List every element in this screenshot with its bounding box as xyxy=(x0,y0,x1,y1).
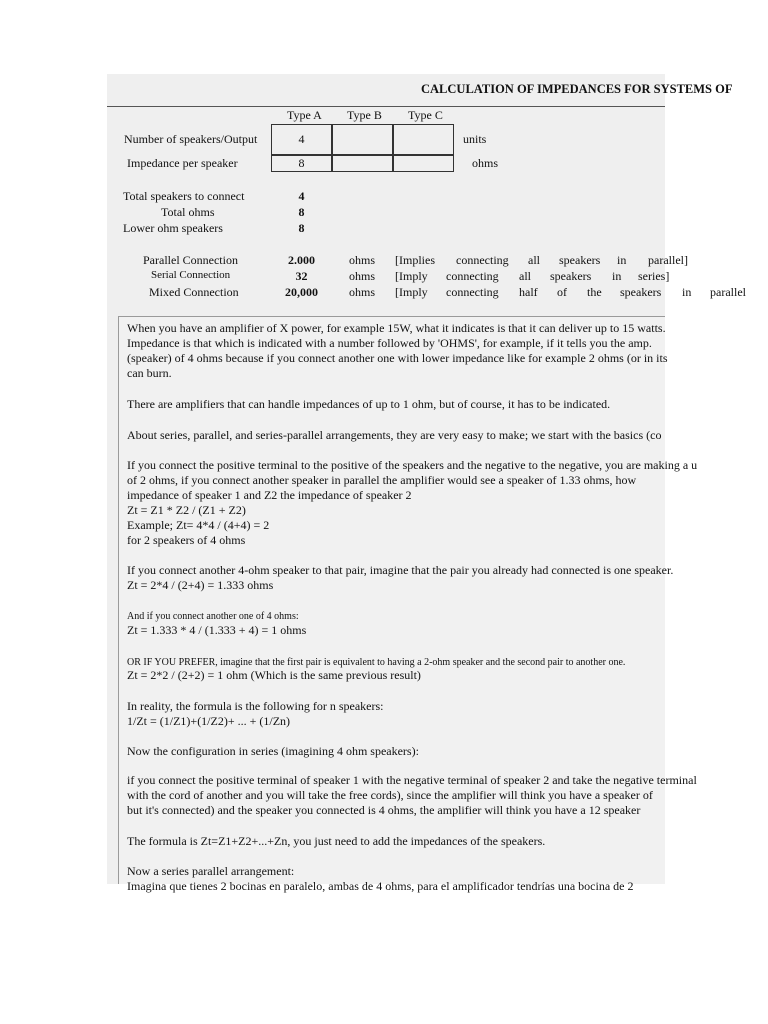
note-line: If you connect another 4-ohm speaker to that pair, imagine that the pair you already had connected is one speaker. xyxy=(127,563,674,577)
parallel-connection-unit: ohms xyxy=(349,253,376,267)
explanation-text-box xyxy=(118,316,698,893)
note-line: Zt = 2*4 / (2+4) = 1.333 ohms xyxy=(127,578,274,592)
parallel-word: [Implies xyxy=(395,253,435,267)
serial-word: [Imply xyxy=(395,269,428,283)
speakers-per-output-label: Number of speakers/Output xyxy=(124,132,258,146)
note-line: (speaker) of 4 ohms because if you connect another one with lower impedance like for example 2 ohms (or in its xyxy=(127,351,668,365)
note-line: Impedance is that which is indicated with a number followed by 'OHMS', for example, if it tells you the amp. xyxy=(127,336,652,350)
note-line: In reality, the formula is the following for n speakers: xyxy=(127,699,384,713)
speakers-type-a-cell[interactable]: 4 xyxy=(271,124,332,155)
impedance-type-c-cell[interactable] xyxy=(393,155,454,172)
note-line: The formula is Zt=Z1+Z2+...+Zn, you just need to add the impedances of the speakers. xyxy=(127,834,546,848)
note-line: Now the configuration in series (imagining 4 ohm speakers): xyxy=(127,744,419,758)
total-ohms-label: Total ohms xyxy=(161,205,215,219)
note-line: If you connect the positive terminal to the positive of the speakers and the negative to the negative, you are making a u xyxy=(127,458,698,472)
total-speakers-label: Total speakers to connect xyxy=(123,189,245,203)
note-line: OR IF YOU PREFER, imagine that the first pair is equivalent to having a 2-ohm speaker and the second pair to another one. xyxy=(127,657,626,668)
serial-connection-label: Serial Connection xyxy=(151,269,231,281)
mixed-connection-unit: ohms xyxy=(349,285,376,299)
impedance-per-speaker-label: Impedance per speaker xyxy=(127,156,238,170)
serial-word: speakers xyxy=(550,269,592,283)
note-line: with the cord of another and you will take the free cords), since the amplifier will think you have a speaker of xyxy=(127,788,653,802)
parallel-word: parallel] xyxy=(648,253,688,267)
lower-ohm-speakers-value: 8 xyxy=(298,221,305,235)
speakers-unit: units xyxy=(463,132,487,146)
note-line: And if you connect another one of 4 ohms: xyxy=(127,611,299,622)
serial-word: in xyxy=(612,269,622,283)
mixed-word: [Imply xyxy=(395,285,428,299)
total-speakers-value: 4 xyxy=(298,189,305,203)
serial-connection-unit: ohms xyxy=(349,269,376,283)
speakers-type-c-cell[interactable] xyxy=(393,124,454,155)
parallel-word: speakers xyxy=(559,253,601,267)
column-header-type-a: Type A xyxy=(287,108,322,122)
parallel-connection-value: 2.000 xyxy=(288,253,315,267)
note-line: There are amplifiers that can handle impedances of up to 1 ohm, but of course, it has to be indicated. xyxy=(127,397,611,411)
mixed-word: connecting xyxy=(446,285,499,299)
note-line: When you have an amplifier of X power, for example 15W, what it indicates is that it can deliver up to 15 watts. xyxy=(127,321,666,335)
note-line: of 2 ohms, if you connect another speaker in parallel the amplifier would see a speaker of 1.33 ohms, how xyxy=(127,473,637,487)
mixed-word: half xyxy=(519,285,538,299)
impedance-type-a-cell[interactable]: 8 xyxy=(271,155,332,172)
note-line: 1/Zt = (1/Z1)+(1/Z2)+ ... + (1/Zn) xyxy=(127,714,291,728)
note-line: if you connect the positive terminal of speaker 1 with the negative terminal of speaker 2 and take the negative terminal xyxy=(127,773,697,787)
note-line: impedance of speaker 1 and Z2 the impedance of speaker 2 xyxy=(127,488,412,502)
serial-word: series] xyxy=(638,269,670,283)
lower-ohm-speakers-label: Lower ohm speakers xyxy=(123,221,223,235)
note-line: can burn. xyxy=(127,366,172,380)
serial-word: connecting xyxy=(446,269,499,283)
parallel-word: all xyxy=(528,253,540,267)
serial-word: all xyxy=(519,269,531,283)
serial-connection-value: 32 xyxy=(295,269,308,283)
parallel-word: in xyxy=(617,253,627,267)
note-line: About series, parallel, and series-parallel arrangements, they are very easy to make; we start with the basics (co xyxy=(127,428,662,442)
note-line: for 2 speakers of 4 ohms xyxy=(127,533,246,547)
note-line: Example; Zt= 4*4 / (4+4) = 2 xyxy=(127,518,270,532)
note-line: but it's connected) and the speaker you connected is 4 ohms, the amplifier will think you have a 12 speaker xyxy=(127,803,641,817)
note-line: Zt = Z1 * Z2 / (Z1 + Z2) xyxy=(127,503,246,517)
mixed-word: the xyxy=(587,285,602,299)
mixed-connection-label: Mixed Connection xyxy=(149,285,239,299)
total-ohms-value: 8 xyxy=(298,205,305,219)
mixed-word: in xyxy=(682,285,692,299)
note-line: Zt = 2*2 / (2+2) = 1 ohm (Which is the same previous result) xyxy=(127,668,421,682)
parallel-word: connecting xyxy=(456,253,509,267)
column-header-type-c: Type C xyxy=(408,108,443,122)
parallel-connection-label: Parallel Connection xyxy=(143,253,238,267)
sheet-title: CALCULATION OF IMPEDANCES FOR SYSTEMS OF xyxy=(421,82,733,96)
note-line: Now a series parallel arrangement: xyxy=(127,864,295,878)
column-header-type-b: Type B xyxy=(347,108,382,122)
mixed-word: parallel xyxy=(710,285,746,299)
speakers-type-b-cell[interactable] xyxy=(332,124,393,155)
mixed-connection-value: 20,000 xyxy=(285,285,318,299)
note-line: Imagina que tienes 2 bocinas en paralelo, ambas de 4 ohms, para el amplificador tendrías una bocina de 2 xyxy=(127,879,634,893)
mixed-word: speakers xyxy=(620,285,662,299)
note-line: Zt = 1.333 * 4 / (1.333 + 4) = 1 ohms xyxy=(127,623,307,637)
title-divider xyxy=(107,106,665,107)
impedance-unit: ohms xyxy=(472,156,499,170)
impedance-type-b-cell[interactable] xyxy=(332,155,393,172)
mixed-word: of xyxy=(557,285,567,299)
